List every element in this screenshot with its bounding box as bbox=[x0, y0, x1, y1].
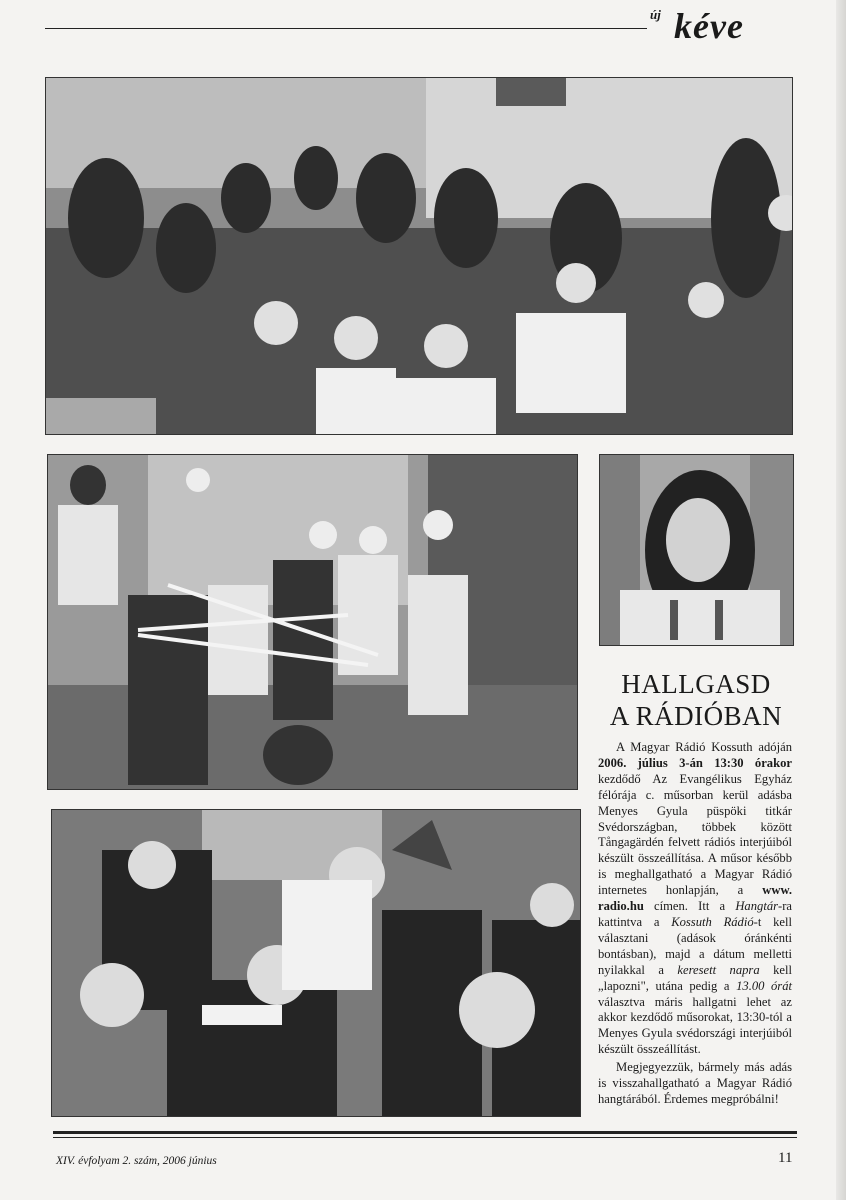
photo-performance-image bbox=[48, 455, 577, 789]
children-costume-photo bbox=[51, 809, 581, 1117]
text-run: kell „lapozni", utána pedig a bbox=[598, 962, 792, 993]
magazine-brand bbox=[648, 6, 798, 46]
page-edge bbox=[836, 0, 846, 1200]
woman-portrait-photo bbox=[599, 454, 794, 646]
audience-photo bbox=[45, 77, 793, 435]
text-run: keresett napra bbox=[677, 962, 760, 977]
article-title-line1: HALLGASD bbox=[621, 669, 771, 699]
photo-portrait-image bbox=[600, 455, 793, 645]
text-run: Hangtár bbox=[735, 899, 779, 914]
text-run: Megjegyezzük, bármely más adás is visszahallgatható a Magyar Rádió hangtárából. Érdemes megpróbálni! bbox=[598, 1060, 792, 1106]
text-run: www. radio.hu bbox=[598, 883, 792, 914]
brand-prefix: új bbox=[650, 7, 661, 22]
text-run: 2006. július 3-án 13:30 órakor bbox=[598, 755, 792, 770]
photo-costumes-image bbox=[52, 810, 580, 1116]
text-run: -t kell választani (adások óránkénti bontásban), majd a dátum melletti nyilakkal a bbox=[598, 914, 793, 977]
article-paragraph bbox=[598, 740, 792, 1058]
text-run: kezdődő Az Evangélikus Egyház félórája c. műsorban kerül adásba Menyes Gyula püspöki titkár Svédországban, többek között Tångagärdén felvett rádiós interjúiból készült összeállítása. A műsor később is meghallgatható a Magyar Rádió internetes honlapján, a bbox=[598, 771, 792, 898]
footer-rule-thin bbox=[53, 1137, 797, 1138]
article-title-line2: A RÁDIÓBAN bbox=[609, 701, 783, 731]
article-title bbox=[600, 668, 792, 732]
text-run: választva máris hallgatni lehet az akkor kezdődő műsorokat, 13:30-tól a Menyes Gyula svédországi interjúiból készült összeállítást. bbox=[598, 994, 792, 1057]
page-number: 11 bbox=[778, 1150, 793, 1166]
article-body bbox=[598, 740, 792, 1108]
brand-name: kéve bbox=[674, 6, 744, 46]
photo-audience-image bbox=[46, 78, 792, 434]
text-run: -ra kattintva a bbox=[598, 899, 792, 929]
text-run: címen. Itt a bbox=[643, 899, 736, 914]
text-run: A Magyar Rádió Kossuth adóján bbox=[616, 740, 792, 754]
footer-rule bbox=[53, 1131, 797, 1134]
text-run: Kossuth Rádió bbox=[671, 914, 754, 929]
article-paragraph bbox=[598, 1060, 792, 1108]
text-run: 13.00 órát bbox=[736, 978, 792, 993]
children-performance-photo bbox=[47, 454, 578, 790]
header-rule bbox=[45, 28, 647, 29]
issue-info: XIV. évfolyam 2. szám, 2006 június bbox=[56, 1155, 217, 1167]
